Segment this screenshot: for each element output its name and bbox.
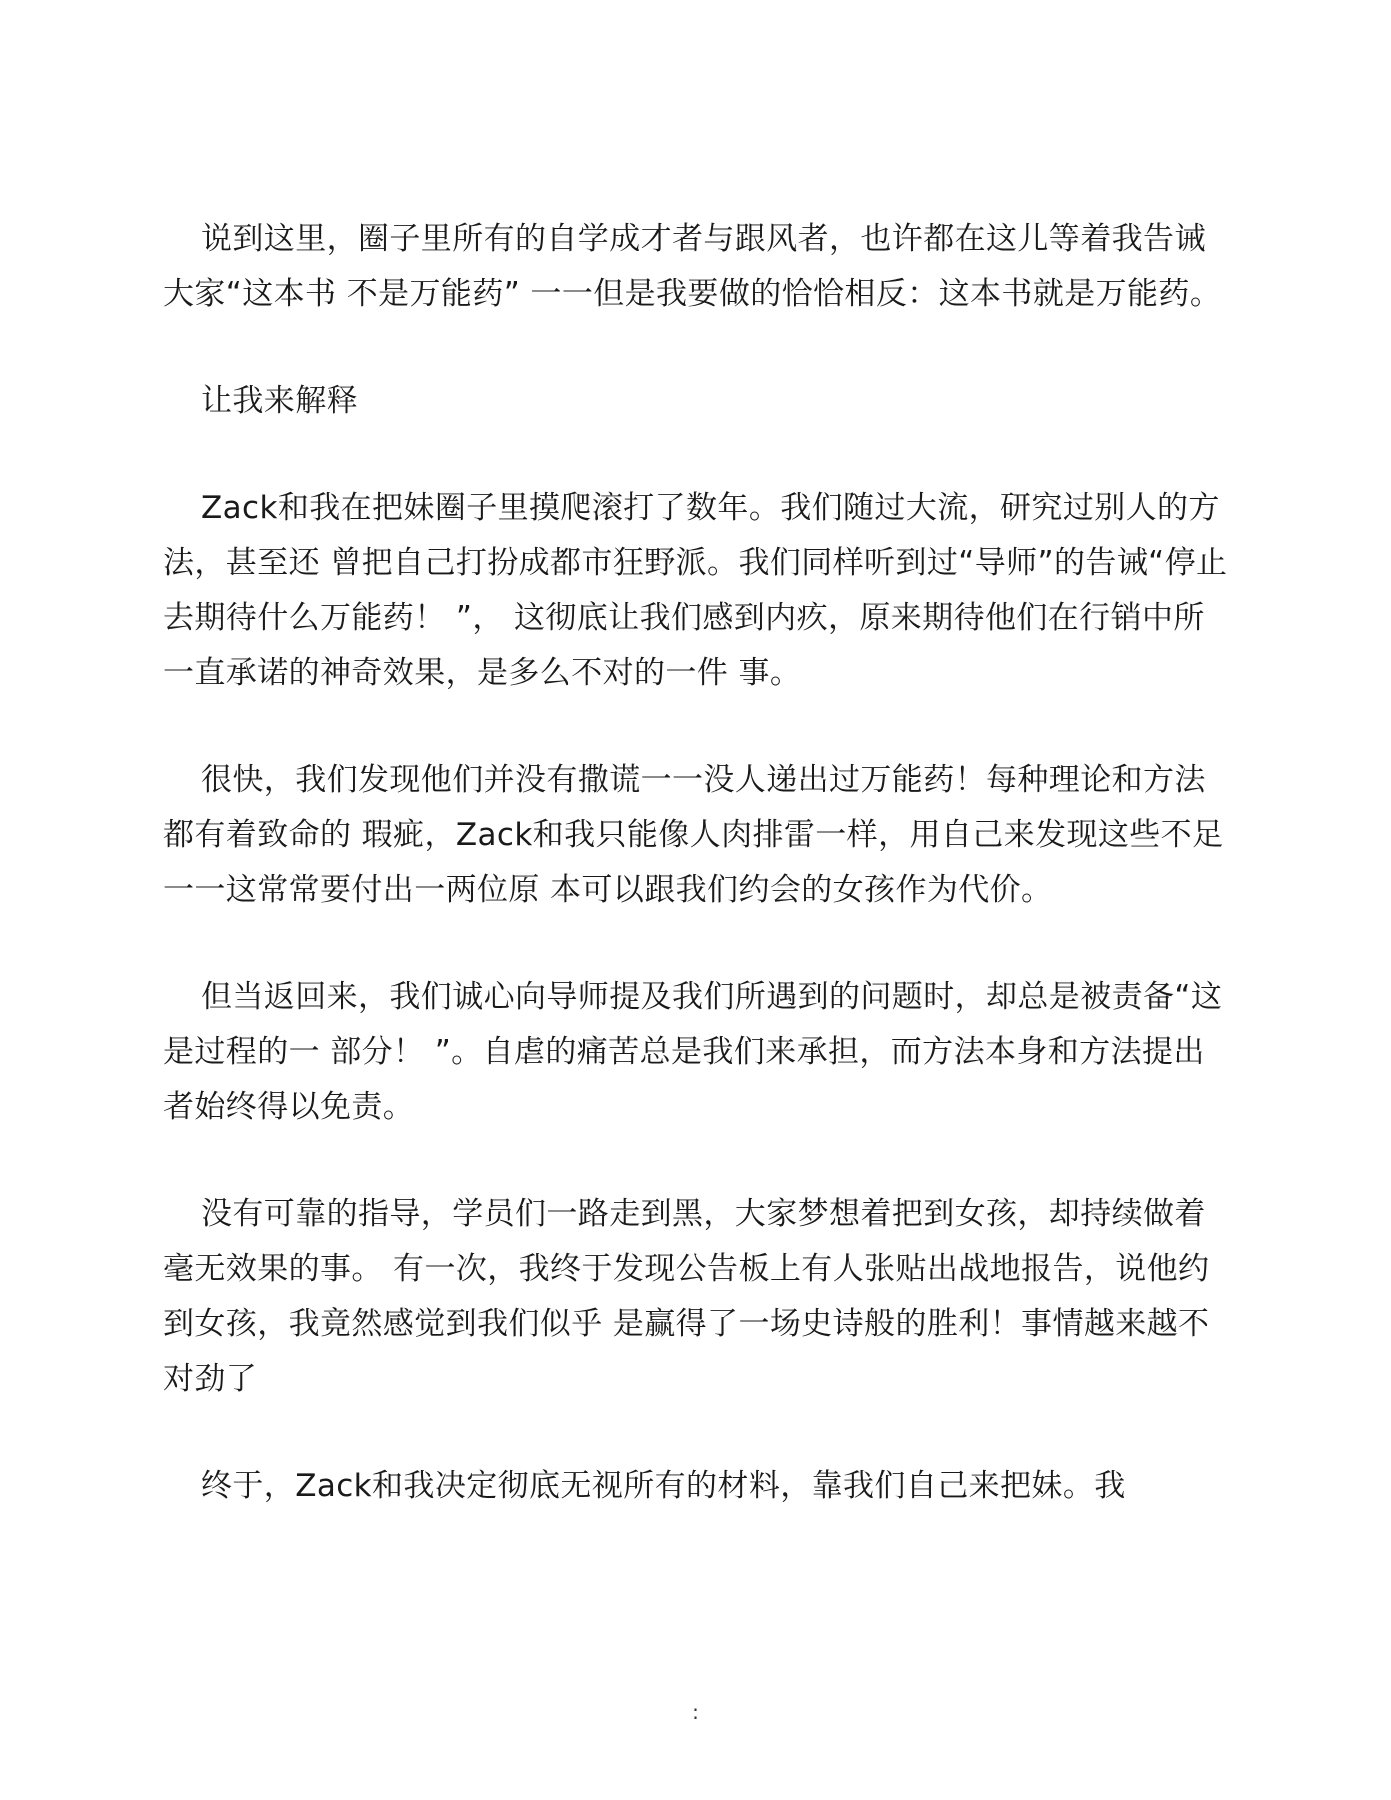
paragraph-1: 说到这里，圈子里所有的自学成才者与跟风者，也许都在这儿等着我告诫大家“这本书 不是万能药” 一一但是我要做的恰恰相反：这本书就是万能药。 (163, 221, 1222, 312)
paragraph-5: 但当返回来，我们诚心向导师提及我们所遇到的问题时，却总是被责备“这是过程的一 部分！ ”。自虐的痛苦总是我们来承担，而方法本身和方法提出者始终得以免责。 (163, 979, 1223, 1125)
paragraph-4: 很快，我们发现他们并没有撒谎一一没人递出过万能药！每种理论和方法都有着致命的 瑕疵，Zack和我只能像人肉排雷一样，用自己来发现这些不足一一这常常要付出一两位原 本可以跟我们约会的女孩作为代价。 (163, 762, 1224, 908)
page-footer-mark: : (692, 1700, 699, 1724)
document-body (163, 212, 1233, 1514)
paragraph-7: 终于，Zack和我决定彻底无视所有的材料，靠我们自己来把妹。我 (201, 1468, 1126, 1504)
paragraph-3: Zack和我在把妹圈子里摸爬滚打了数年。我们随过大流，研究过别人的方法，甚至还 曾把自己打扮成都市狂野派。我们同样听到过“导师”的告诫“停止去期待什么万能药！ ”， 这彻底让我们感到内疚，原来期待他们在行销中所一直承诺的神奇效果，是多么不对的一件 事。 (163, 490, 1228, 691)
paragraph-6: 没有可靠的指导，学员们一路走到黑，大家梦想着把到女孩，却持续做着毫无效果的事。 有一次，我终于发现公告板上有人张贴出战地报告，说他约到女孩，我竟然感觉到我们似乎 是赢得了一场史诗般的胜利！事情越来越不对劲了 (163, 1196, 1210, 1397)
paragraph-2: 让我来解释 (201, 383, 358, 419)
